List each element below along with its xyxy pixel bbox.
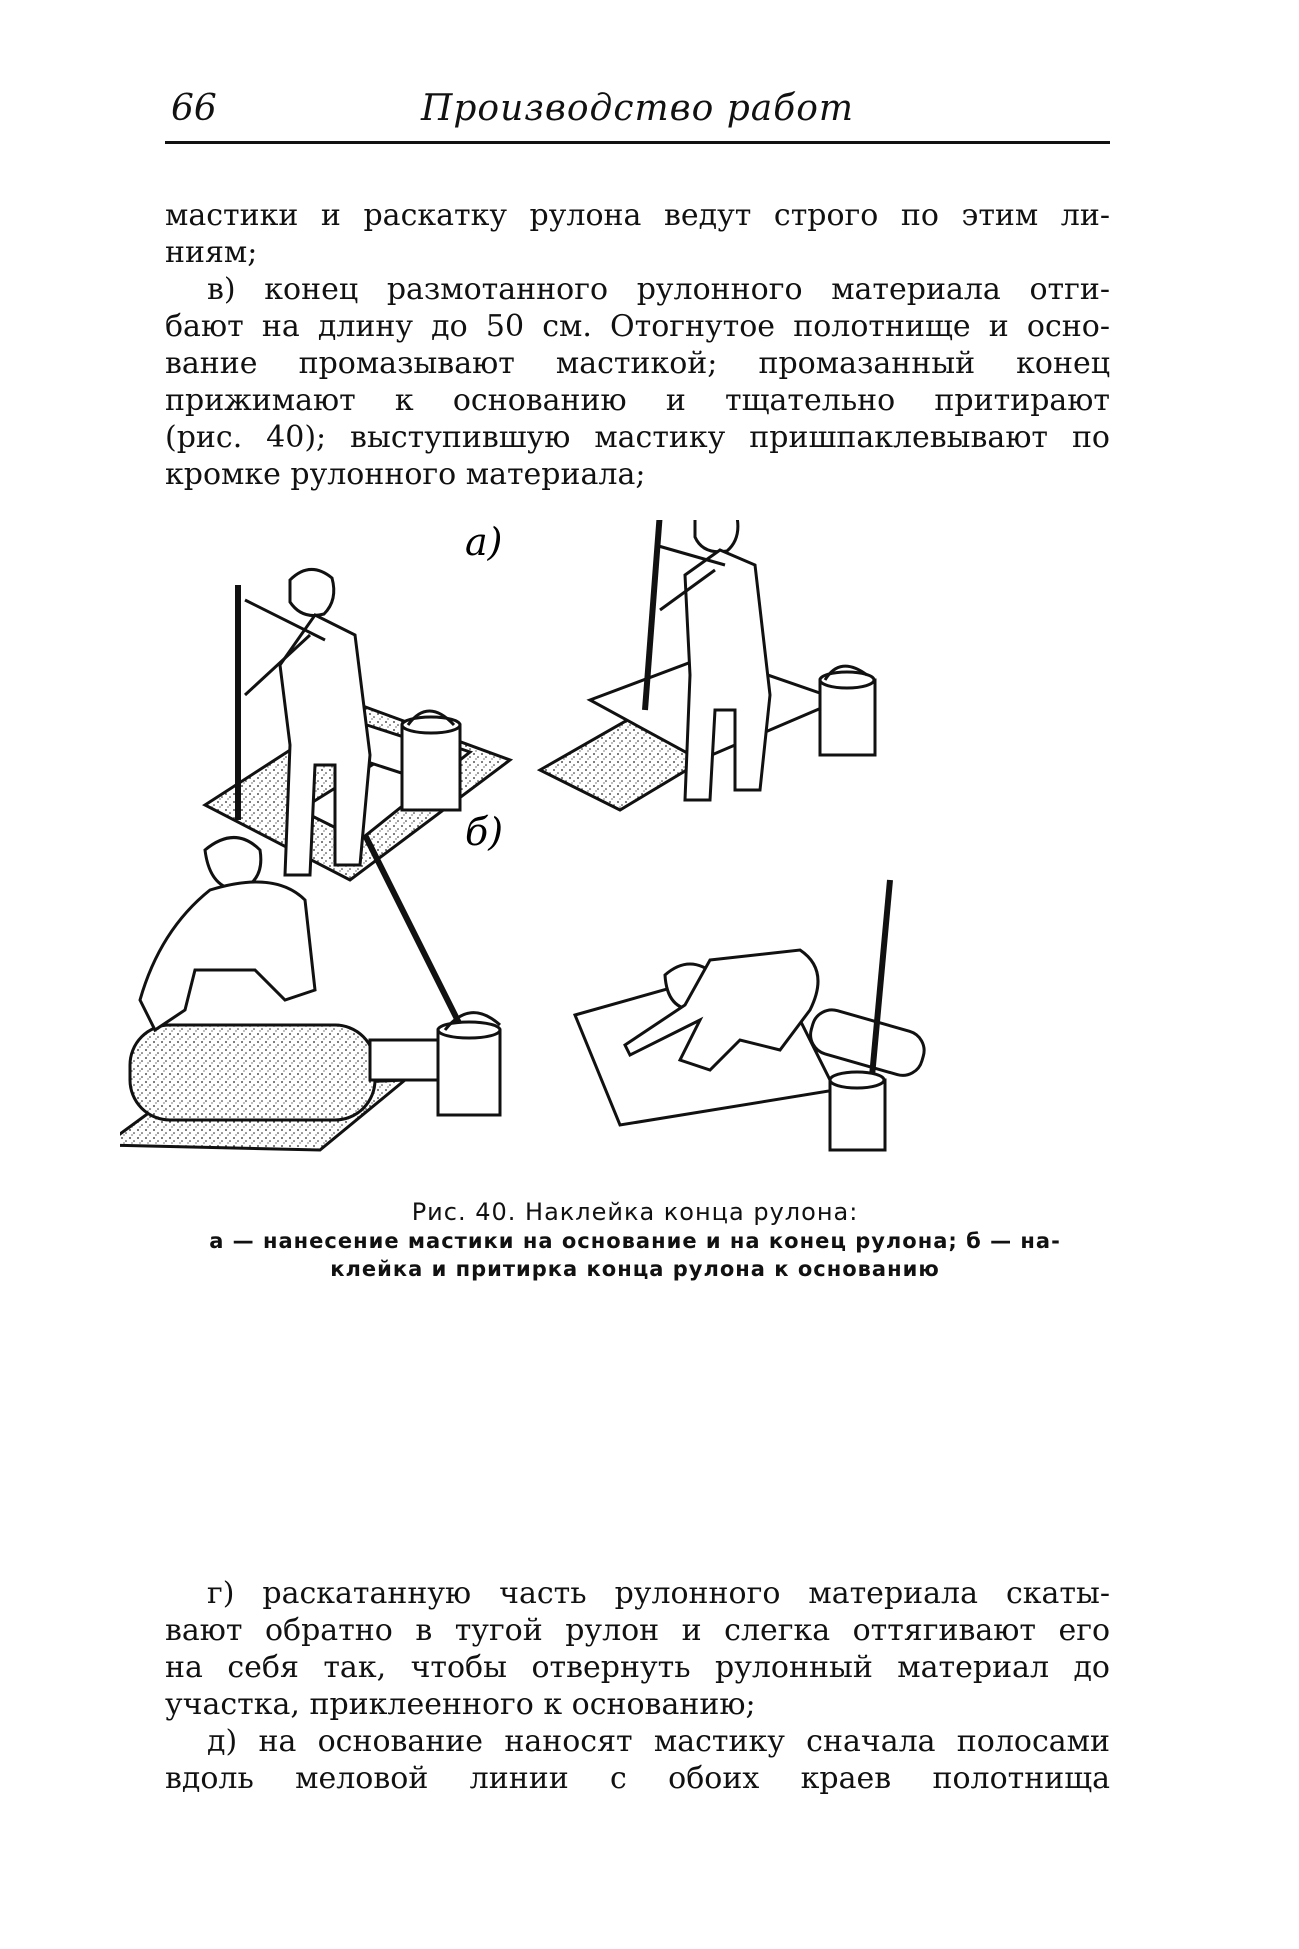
panel-b-left-illustration	[120, 835, 500, 1150]
text-line: д) на основание наносят мастику сначала полосами	[207, 1724, 1110, 1759]
text-line: на себя так, чтобы отвернуть рулонный материал до	[165, 1650, 1110, 1685]
text-line: вание промазывают мастикой; промазанный конец	[165, 346, 1110, 381]
figure-caption	[130, 1198, 1140, 1282]
caption-title: Рис. 40. Наклейка конца рулона:	[411, 1198, 859, 1226]
page-header	[165, 88, 1110, 140]
panel-b-right-illustration	[575, 880, 929, 1150]
panel-a-label: а)	[465, 520, 503, 564]
figure-40	[120, 520, 1140, 1420]
text-line: мастики и раскатку рулона ведут строго по этим ли-	[165, 198, 1110, 233]
running-title: Производство работ	[420, 88, 855, 129]
caption-line: а — нанесение мастики на основание и на конец рулона; б — на-	[209, 1229, 1061, 1253]
figure-illustration	[120, 520, 1140, 1200]
text-line: вают обратно в тугой рулон и слегка оттягивают его	[165, 1613, 1110, 1648]
panel-b-label: б)	[465, 810, 504, 854]
text-line: ниям;	[165, 235, 258, 270]
text-line: участка, приклеенного к основанию;	[165, 1687, 756, 1722]
text-line: кромке рулонного материала;	[165, 457, 646, 492]
text-line: в) конец размотанного рулонного материала отги-	[207, 272, 1110, 307]
caption-line: клейка и притирка конца рулона к основанию	[330, 1257, 940, 1281]
text-line: вдоль меловой линии с обоих краев полотнища	[165, 1761, 1110, 1796]
text-block-bottom	[165, 1575, 1110, 1797]
page-number: 66	[171, 88, 217, 129]
text-line: г) раскатанную часть рулонного материала скаты-	[207, 1576, 1110, 1611]
panel-a-right-illustration	[540, 520, 875, 810]
header-rule	[165, 141, 1110, 144]
text-line: прижимают к основанию и тщательно притирают	[165, 383, 1110, 418]
text-line: бают на длину до 50 см. Отогнутое полотнище и осно-	[165, 309, 1110, 344]
text-line: (рис. 40); выступившую мастику пришпаклевывают по	[165, 420, 1110, 455]
text-block-top	[165, 197, 1110, 493]
